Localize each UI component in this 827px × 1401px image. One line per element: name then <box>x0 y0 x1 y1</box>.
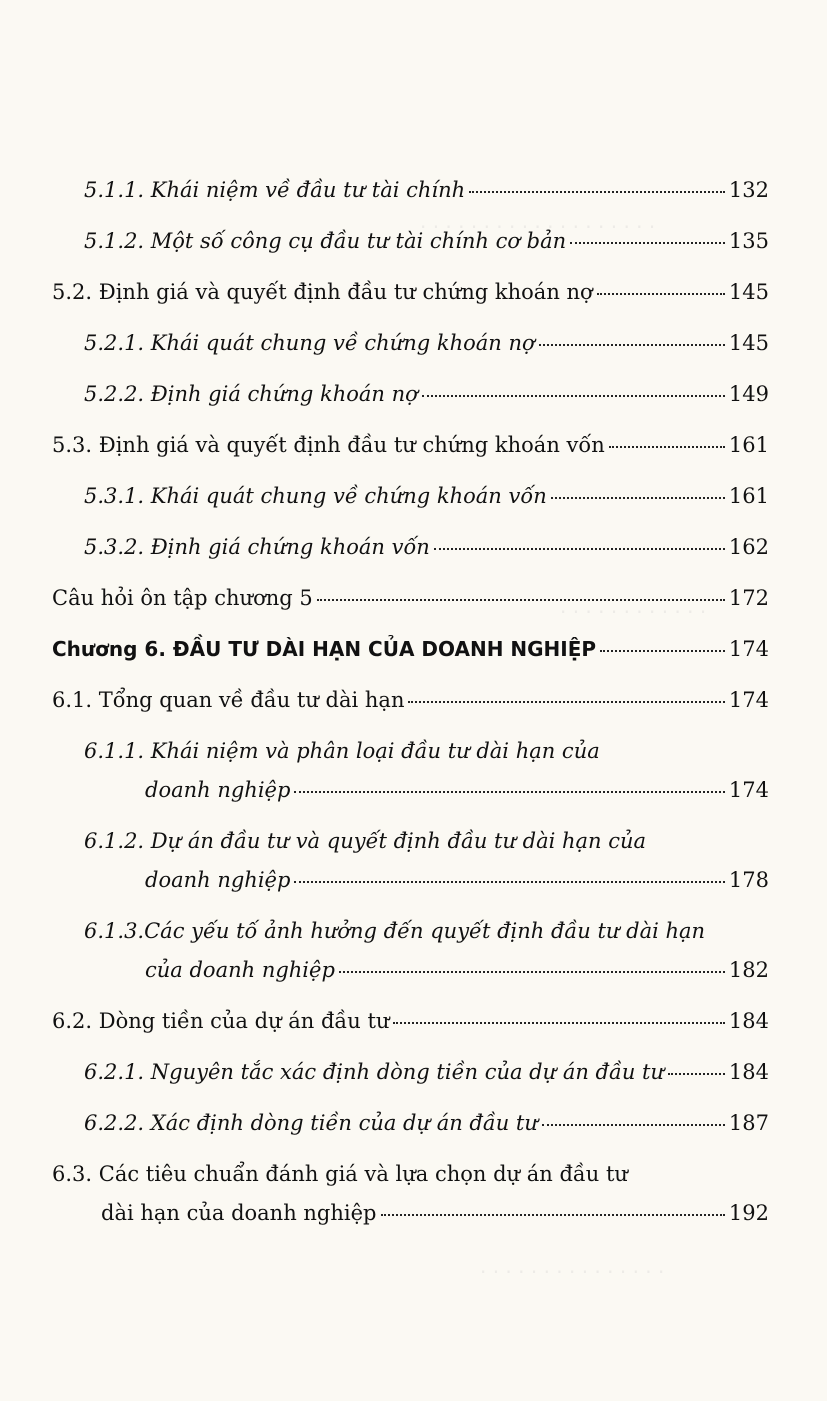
toc-page-number: 174 <box>728 637 769 661</box>
dot-leader <box>668 1073 725 1075</box>
toc-entry-title-line1: 6.3. Các tiêu chuẩn đánh giá và lựa chọn dự án đầu tư <box>52 1162 628 1186</box>
toc-entry[interactable] <box>52 588 769 609</box>
toc-entry-title: Câu hỏi ôn tập chương 5 <box>52 586 313 610</box>
toc-entry-title-line2: doanh nghiệp <box>145 778 291 802</box>
dot-leader <box>393 1022 724 1024</box>
toc-chapter-entry[interactable] <box>52 639 769 660</box>
toc-entry[interactable] <box>101 1203 769 1224</box>
toc-entry[interactable] <box>52 690 769 711</box>
toc-entry-title: 5.3.1. Khái quát chung về chứng khoán vốn <box>84 484 547 508</box>
dot-leader <box>597 293 725 295</box>
toc-page-number: 149 <box>728 382 769 406</box>
bleed-through-text: · · · · · · · · · · · · <box>560 600 707 624</box>
toc-entry[interactable] <box>84 384 769 405</box>
toc-entry-title-line2: doanh nghiệp <box>145 868 291 892</box>
toc-entry-title: 6.2. Dòng tiền của dự án đầu tư <box>52 1009 390 1033</box>
dot-leader <box>294 791 724 793</box>
toc-page-number: 174 <box>728 778 769 802</box>
toc-page-number: 161 <box>728 433 769 457</box>
toc-page-number: 162 <box>728 535 769 559</box>
toc-entry-title: 5.2. Định giá và quyết định đầu tư chứng khoán nợ <box>52 280 593 304</box>
toc-entry[interactable] <box>145 780 769 801</box>
toc-entry[interactable] <box>84 1113 769 1134</box>
toc-entry-title: 5.2.1. Khái quát chung về chứng khoán nợ <box>84 331 535 355</box>
dot-leader <box>570 242 725 244</box>
toc-entry[interactable] <box>145 870 769 891</box>
toc-page-number: 135 <box>728 229 769 253</box>
toc-entry-title: 6.1. Tổng quan về đầu tư dài hạn <box>52 688 405 712</box>
dot-leader <box>408 701 724 703</box>
toc-entry[interactable] <box>145 960 769 981</box>
dot-leader <box>542 1124 725 1126</box>
toc-entry-title: 6.2.1. Nguyên tắc xác định dòng tiền của dự án đầu tư <box>84 1060 665 1084</box>
toc-entry-title: 6.2.2. Xác định dòng tiền của dự án đầu tư <box>84 1111 538 1135</box>
bleed-through-text: · · · · · · · · · · · · · · · <box>480 1260 665 1284</box>
toc-entry-title-line1: 6.1.1. Khái niệm và phân loại đầu tư dài hạn của <box>84 739 600 763</box>
dot-leader <box>600 650 725 652</box>
toc-entry[interactable] <box>84 333 769 354</box>
dot-leader <box>469 191 725 193</box>
toc-page-number: 184 <box>728 1060 769 1084</box>
toc-entry[interactable] <box>52 435 769 456</box>
toc-entry[interactable] <box>84 537 769 558</box>
toc-page-number: 184 <box>728 1009 769 1033</box>
toc-page-number: 161 <box>728 484 769 508</box>
dot-leader <box>539 344 725 346</box>
bleed-through-text: · · · · · · · · · · · · · · · · · · · <box>420 215 656 239</box>
toc-entry[interactable] <box>52 1011 769 1032</box>
dot-leader <box>339 971 725 973</box>
toc-entry-title-line1: 6.1.3.Các yếu tố ảnh hưởng đến quyết định đầu tư dài hạn <box>84 919 706 943</box>
dot-leader <box>422 395 725 397</box>
toc-entry-title: 5.1.2. Một số công cụ đầu tư tài chính cơ bản <box>84 229 567 253</box>
dot-leader <box>294 881 724 883</box>
toc-entry-title: 5.3.2. Định giá chứng khoán vốn <box>84 535 430 559</box>
toc-entry[interactable] <box>84 180 769 201</box>
toc-page-number: 145 <box>728 280 769 304</box>
toc-entry-title-line2: của doanh nghiệp <box>145 958 335 982</box>
toc-entry-title: 5.1.1. Khái niệm về đầu tư tài chính <box>84 178 466 202</box>
toc-page-number: 174 <box>728 688 769 712</box>
toc-entry-title: 5.3. Định giá và quyết định đầu tư chứng khoán vốn <box>52 433 605 457</box>
toc-page-number: 132 <box>728 178 769 202</box>
toc-page-number: 192 <box>728 1201 769 1225</box>
dot-leader <box>609 446 725 448</box>
toc-entry-title-line2: dài hạn của doanh nghiệp <box>101 1201 377 1225</box>
chapter-title: Chương 6. ĐẦU TƯ DÀI HẠN CỦA DOANH NGHIỆP <box>52 637 597 661</box>
toc-page-number: 172 <box>728 586 769 610</box>
dot-leader <box>317 599 725 601</box>
dot-leader <box>381 1214 725 1216</box>
toc-entry[interactable] <box>84 1062 769 1083</box>
dot-leader <box>551 497 725 499</box>
toc-entry[interactable] <box>84 486 769 507</box>
toc-page-number: 178 <box>728 868 769 892</box>
toc-entry[interactable] <box>84 231 769 252</box>
toc-page-number: 145 <box>728 331 769 355</box>
toc-entry-title: 5.2.2. Định giá chứng khoán nợ <box>84 382 418 406</box>
dot-leader <box>434 548 725 550</box>
toc-entry-title-line1: 6.1.2. Dự án đầu tư và quyết định đầu tư dài hạn của <box>84 829 647 853</box>
toc-page-number: 187 <box>728 1111 769 1135</box>
toc-entry[interactable] <box>52 282 769 303</box>
toc-page-number: 182 <box>728 958 769 982</box>
